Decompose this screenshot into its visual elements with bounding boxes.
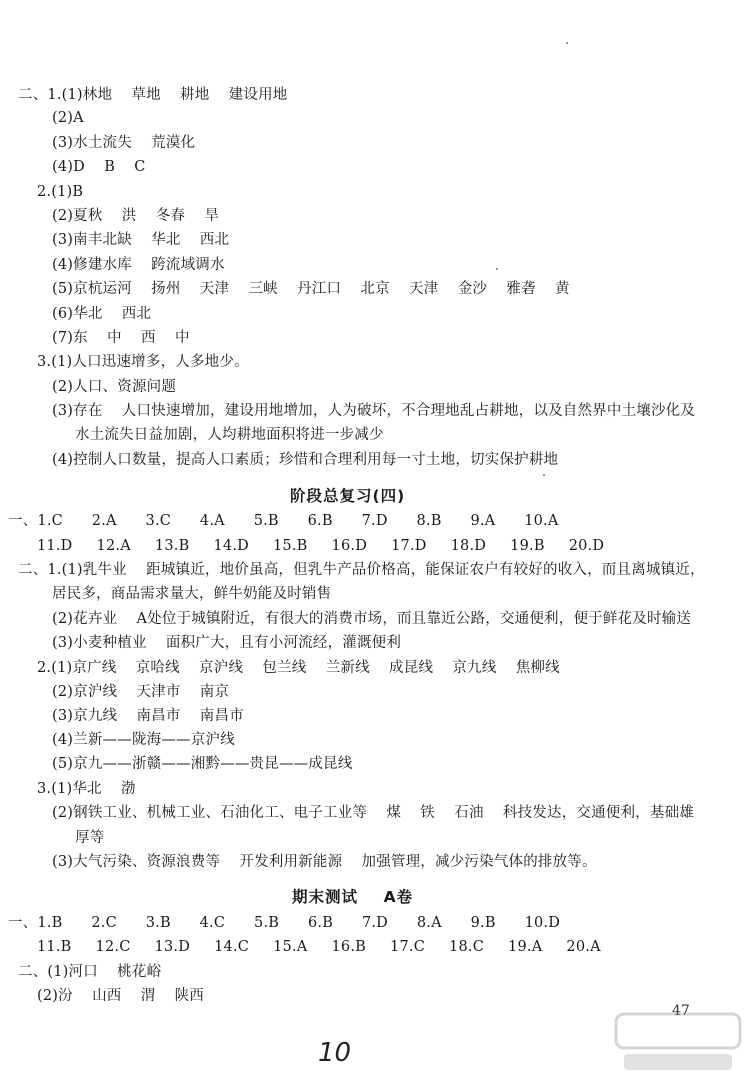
- handwritten-note: 10: [318, 1038, 352, 1068]
- answer-line: (3)京九线 南昌市 南昌市: [52, 708, 244, 724]
- answer-line: 厚等: [75, 830, 105, 846]
- answer-line: 二、(1)河口 桃花峪: [18, 964, 162, 980]
- answer-line: (2)花卉业 A处位于城镇附近，有很大的消费市场，而且靠近公路，交通便利，便于鲜花及时输送: [52, 611, 692, 627]
- answer-line: 二、1.(1)乳牛业 距城镇近，地价虽高，但乳牛产品价格高，能保证农户有较好的收入，而且离城镇近，: [18, 562, 705, 578]
- answer-line: (2)A: [52, 110, 84, 126]
- answer-line: (2)夏秋 洪 冬春 旱: [52, 208, 220, 224]
- answer-line: 居民多，商品需求量大，鲜牛奶能及时销售: [52, 586, 332, 602]
- speck: [496, 268, 498, 270]
- answer-line: (2)钢铁工业、机械工业、石油化工、电子工业等 煤 铁 石油 科技发达，交通便利，基础雄: [52, 805, 694, 821]
- section-heading: 阶段总复习(四): [290, 487, 406, 505]
- speck: [543, 474, 545, 476]
- answer-line: (4)D B C: [52, 159, 146, 175]
- answer-line: 一、1.C 2.A 3.C 4.A 5.B 6.B 7.D 8.B 9.A 10.A: [8, 513, 559, 529]
- answer-line: 3.(1)人口迅速增多，人多地少。: [37, 354, 249, 370]
- answer-line: (4)兰新——陇海——京沪线: [52, 732, 235, 748]
- answer-line: (4)修建水库 跨流域调水: [52, 257, 225, 273]
- answer-line: (2)人口、资源问题: [52, 379, 177, 395]
- answer-line: 二、1.(1)林地 草地 耕地 建设用地: [18, 87, 288, 103]
- answer-line: (3)大气污染、资源浪费等 开发利用新能源 加强管理，减少污染气体的排放等。: [52, 854, 597, 870]
- answer-line: (5)京九——浙赣——湘黔——贵昆——成昆线: [52, 756, 353, 772]
- answer-line: (6)华北 西北: [52, 306, 152, 322]
- speck: [566, 42, 568, 44]
- page-number: 47: [672, 1003, 690, 1019]
- answer-line: 11.B 12.C 13.D 14.C 15.A 16.B 17.C 18.C 19.A 20.A: [37, 939, 601, 955]
- answer-line: (3)小麦种植业 面积广大，且有小河流经，灌溉便利: [52, 635, 402, 651]
- answer-line: 2.(1)京广线 京哈线 京沪线 包兰线 兰新线 成昆线 京九线 焦柳线: [37, 660, 560, 676]
- answer-line: (7)东 中 西 中: [52, 330, 190, 346]
- watermark-logo: [612, 1010, 744, 1074]
- answer-line: 2.(1)B: [37, 184, 84, 200]
- answer-line: (3)南丰北缺 华北 西北: [52, 232, 230, 248]
- answer-line: (5)京杭运河 扬州 天津 三峡 丹江口 北京 天津 金沙 雅砻 黄: [52, 281, 570, 297]
- answer-line: (3)水土流失 荒漠化: [52, 135, 196, 151]
- answer-line: (4)控制人口数量，提高人口素质；珍惜和合理利用每一寸土地，切实保护耕地: [52, 452, 559, 468]
- answer-line: 水土流失日益加剧，人均耕地面积将进一步减少: [75, 427, 384, 443]
- answer-line: 11.D 12.A 13.B 14.D 15.B 16.D 17.D 18.D 19.B 20.D: [37, 538, 605, 554]
- answer-line: (2)汾 山西 渭 陕西: [37, 988, 205, 1004]
- section-heading: 期末测试 A卷: [292, 888, 414, 906]
- answer-line: (3)存在 人口快速增加，建设用地增加，人为破坏，不合理地乱占耕地，以及自然界中土壤沙化及: [52, 403, 696, 419]
- answer-line: 一、1.B 2.C 3.B 4.C 5.B 6.B 7.D 8.A 9.B 10.D: [8, 915, 561, 931]
- answer-line: (2)京沪线 天津市 南京: [52, 684, 230, 700]
- answer-line: 3.(1)华北 渤: [37, 781, 136, 797]
